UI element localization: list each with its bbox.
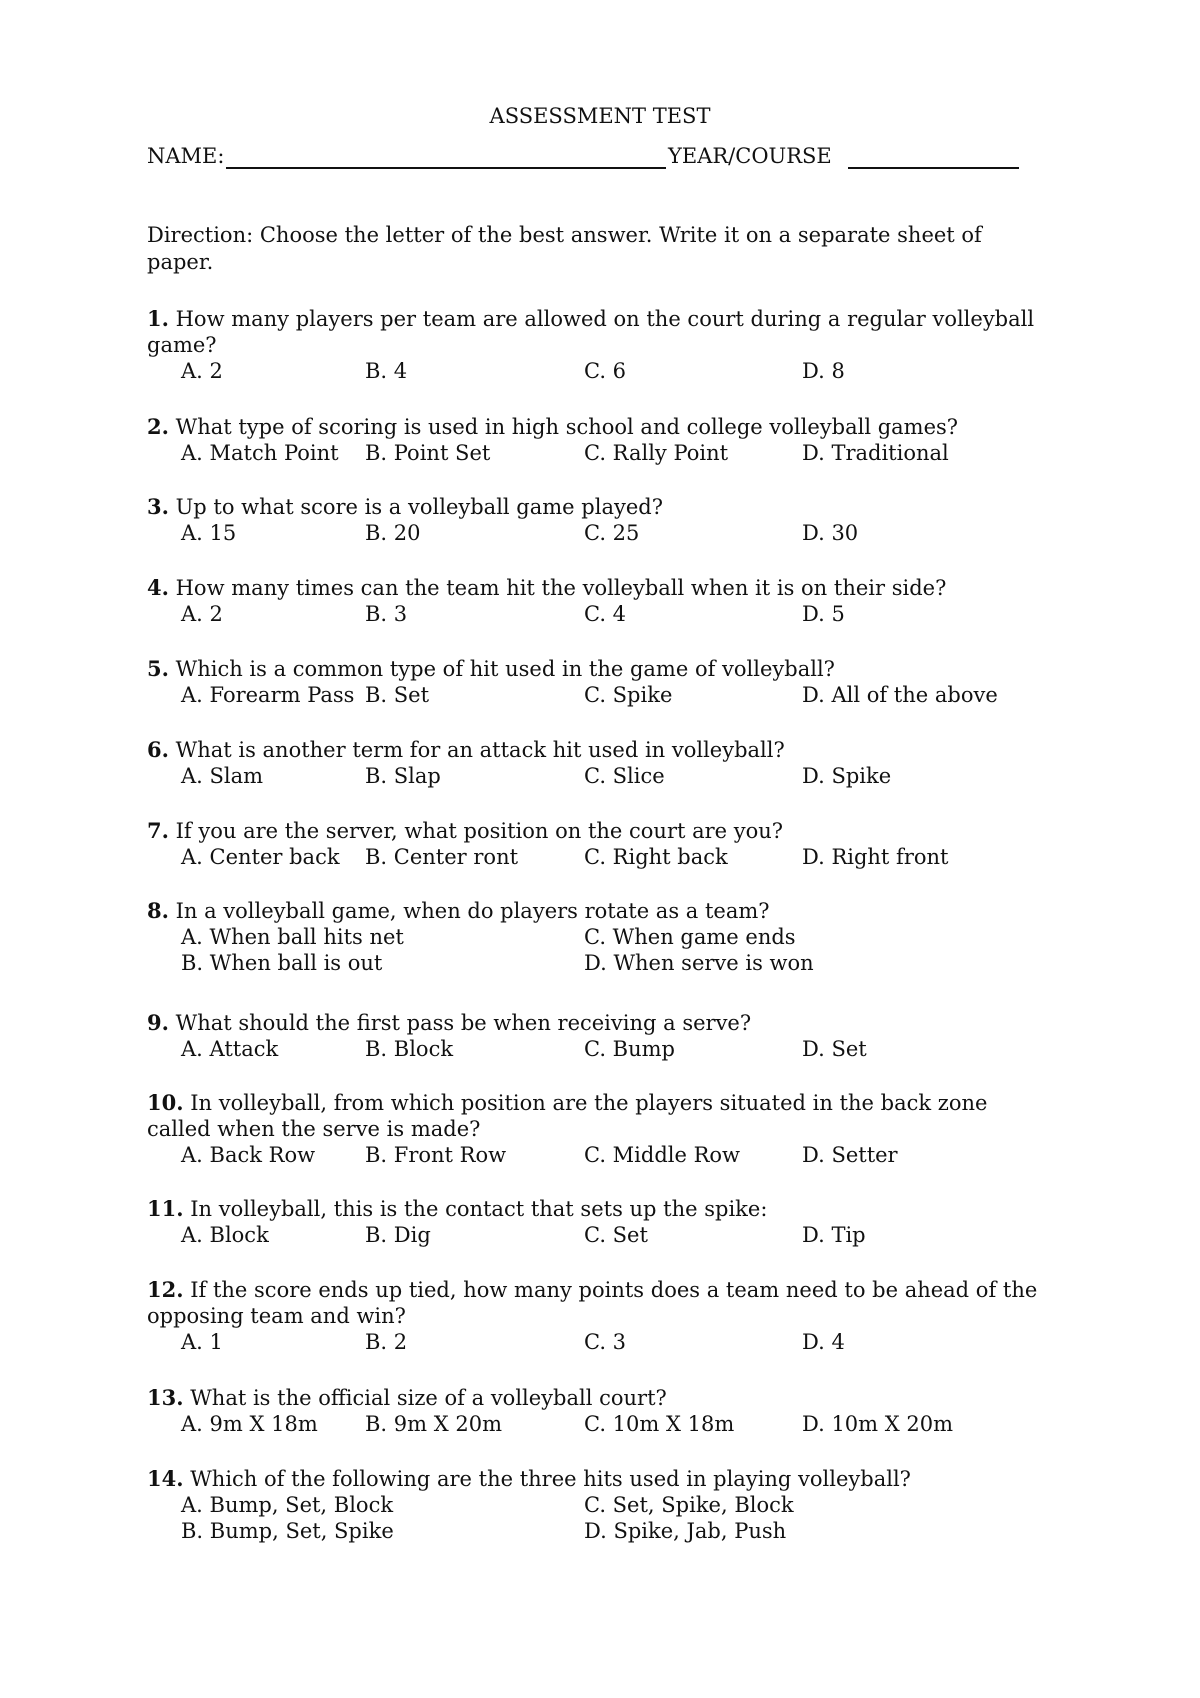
- answer-option[interactable]: B. Block: [365, 1037, 454, 1061]
- options-row: [147, 924, 1047, 950]
- answer-option[interactable]: C. 4: [584, 602, 627, 626]
- question-prompt: In volleyball, from which position are the players situated in the back zone called when the serve is made?: [147, 1091, 988, 1141]
- question-number: 13.: [147, 1385, 184, 1410]
- answer-option[interactable]: D. Tip: [802, 1223, 866, 1247]
- question-prompt: In volleyball, this is the contact that sets up the spike:: [183, 1197, 768, 1221]
- answer-option[interactable]: C. Set, Spike, Block: [584, 1493, 794, 1517]
- answer-option[interactable]: A. 9m X 18m: [181, 1412, 318, 1436]
- question-text: [147, 1010, 1047, 1036]
- course-blank[interactable]: [848, 167, 1019, 169]
- options-row: [147, 844, 1047, 870]
- answer-option[interactable]: B. 3: [365, 602, 408, 626]
- question-text: [147, 494, 1047, 520]
- question-item: [147, 1090, 1047, 1168]
- question-number: 6.: [147, 737, 169, 762]
- question-prompt: What is another term for an attack hit used in volleyball?: [168, 738, 785, 762]
- answer-option[interactable]: B. Dig: [365, 1223, 431, 1247]
- question-item: [147, 737, 1047, 789]
- options-row: [147, 520, 1047, 546]
- question-number: 1.: [147, 306, 169, 331]
- question-item: [147, 494, 1047, 546]
- answer-option[interactable]: C. When game ends: [584, 925, 796, 949]
- question-number: 3.: [147, 494, 169, 519]
- answer-option[interactable]: D. 5: [802, 602, 845, 626]
- question-text: [147, 1090, 1047, 1142]
- question-prompt: If the score ends up tied, how many points does a team need to be ahead of the opposing team and win?: [147, 1278, 1038, 1328]
- answer-option[interactable]: B. Front Row: [365, 1143, 507, 1167]
- answer-option[interactable]: D. All of the above: [802, 683, 998, 707]
- options-row: [147, 1329, 1047, 1355]
- answer-option[interactable]: D. Right front: [802, 845, 949, 869]
- question-text: [147, 737, 1047, 763]
- answer-option[interactable]: C. 25: [584, 521, 640, 545]
- question-item: [147, 1010, 1047, 1062]
- question-item: [147, 1385, 1047, 1437]
- question-text: [147, 818, 1047, 844]
- question-item: [147, 1277, 1047, 1355]
- answer-option[interactable]: A. 2: [181, 602, 223, 626]
- answer-option[interactable]: C. Middle Row: [584, 1143, 741, 1167]
- question-text: [147, 656, 1047, 682]
- question-number: 7.: [147, 818, 169, 843]
- answer-option[interactable]: D. Set: [802, 1037, 867, 1061]
- options-row: [147, 763, 1047, 789]
- question-prompt: If you are the server, what position on the court are you?: [168, 819, 784, 843]
- answer-option[interactable]: D. 30: [802, 521, 859, 545]
- question-number: 4.: [147, 575, 169, 600]
- answer-option[interactable]: B. Center ront: [365, 845, 519, 869]
- options-row: [147, 1036, 1047, 1062]
- name-label: NAME:: [147, 144, 225, 168]
- question-text: [147, 1466, 1047, 1492]
- question-prompt: Up to what score is a volleyball game played?: [168, 495, 663, 519]
- header-line: [147, 144, 1047, 174]
- question-item: [147, 575, 1047, 627]
- question-number: 14.: [147, 1466, 184, 1491]
- question-item: [147, 898, 1047, 976]
- answer-option[interactable]: B. 9m X 20m: [365, 1412, 502, 1436]
- question-prompt: Which is a common type of hit used in the game of volleyball?: [168, 657, 835, 681]
- answer-option[interactable]: D. Spike, Jab, Push: [584, 1519, 787, 1543]
- answer-option[interactable]: C. Right back: [584, 845, 728, 869]
- answer-option[interactable]: B. 20: [365, 521, 421, 545]
- answer-option[interactable]: B. 2: [365, 1330, 408, 1354]
- answer-option[interactable]: C. Spike: [584, 683, 673, 707]
- options-row: [147, 1492, 1047, 1518]
- answer-option[interactable]: D. Traditional: [802, 441, 949, 465]
- options-row: [147, 1411, 1047, 1437]
- answer-option[interactable]: A. 15: [181, 521, 237, 545]
- answer-option[interactable]: A. Slam: [181, 764, 264, 788]
- answer-option[interactable]: D. 4: [802, 1330, 845, 1354]
- options-row: [147, 1142, 1047, 1168]
- answer-option[interactable]: C. 10m X 18m: [584, 1412, 735, 1436]
- answer-option[interactable]: A. Back Row: [181, 1143, 316, 1167]
- options-row: [147, 950, 1047, 976]
- answer-option[interactable]: A. Attack: [181, 1037, 279, 1061]
- question-text: [147, 1277, 1047, 1329]
- question-prompt: What type of scoring is used in high school and college volleyball games?: [168, 415, 959, 439]
- answer-option[interactable]: C. 6: [584, 359, 627, 383]
- question-prompt: What is the official size of a volleyball court?: [183, 1386, 667, 1410]
- answer-option[interactable]: A. Bump, Set, Block: [181, 1493, 394, 1517]
- answer-option[interactable]: A. Match Point: [181, 441, 339, 465]
- course-label: YEAR/COURSE: [668, 144, 832, 168]
- answer-option[interactable]: A. When ball hits net: [181, 925, 404, 949]
- options-row: [147, 440, 1047, 466]
- options-row: [147, 601, 1047, 627]
- question-text: [147, 414, 1047, 440]
- answer-option[interactable]: C. Bump: [584, 1037, 675, 1061]
- answer-option[interactable]: A. Forearm Pass: [181, 683, 355, 707]
- answer-option[interactable]: B. Bump, Set, Spike: [181, 1519, 394, 1543]
- direction-text: Direction: Choose the letter of the best answer. Write it on a separate sheet of paper.: [147, 223, 982, 274]
- options-row: [147, 358, 1047, 384]
- question-text: [147, 898, 1047, 924]
- answer-option[interactable]: B. Set: [365, 683, 430, 707]
- question-item: [147, 818, 1047, 870]
- options-row: [147, 682, 1047, 708]
- answer-option[interactable]: B. 4: [365, 359, 408, 383]
- answer-option[interactable]: D. 10m X 20m: [802, 1412, 954, 1436]
- question-prompt: Which of the following are the three hits used in playing volleyball?: [183, 1467, 911, 1491]
- question-prompt: How many players per team are allowed on the court during a regular volleyball game?: [147, 307, 1035, 357]
- answer-option[interactable]: C. Slice: [584, 764, 665, 788]
- answer-option[interactable]: D. When serve is won: [584, 951, 814, 975]
- options-row: [147, 1222, 1047, 1248]
- answer-option[interactable]: A. 2: [181, 359, 223, 383]
- question-item: [147, 1466, 1047, 1544]
- answer-option[interactable]: A. Block: [181, 1223, 269, 1247]
- question-item: [147, 1196, 1047, 1248]
- answer-option[interactable]: A. Center back: [181, 845, 340, 869]
- question-item: [147, 306, 1047, 384]
- answer-option[interactable]: C. Set: [584, 1223, 648, 1247]
- question-number: 9.: [147, 1010, 169, 1035]
- question-number: 2.: [147, 414, 169, 439]
- answer-option[interactable]: B. Point Set: [365, 441, 491, 465]
- answer-option[interactable]: D. 8: [802, 359, 845, 383]
- options-row: [147, 1518, 1047, 1544]
- question-number: 10.: [147, 1090, 184, 1115]
- answer-option[interactable]: C. Rally Point: [584, 441, 729, 465]
- question-number: 11.: [147, 1196, 184, 1221]
- question-text: [147, 306, 1047, 358]
- question-text: [147, 575, 1047, 601]
- answer-option[interactable]: C. 3: [584, 1330, 627, 1354]
- question-number: 12.: [147, 1277, 184, 1302]
- question-prompt: What should the first pass be when receiving a serve?: [168, 1011, 752, 1035]
- page-title: ASSESSMENT TEST: [489, 104, 711, 128]
- question-number: 8.: [147, 898, 169, 923]
- answer-option[interactable]: B. When ball is out: [181, 951, 383, 975]
- answer-option[interactable]: D. Setter: [802, 1143, 898, 1167]
- name-blank[interactable]: [226, 167, 666, 169]
- question-number: 5.: [147, 656, 169, 681]
- question-text: [147, 1385, 1047, 1411]
- answer-option[interactable]: A. 1: [181, 1330, 223, 1354]
- question-prompt: How many times can the team hit the volleyball when it is on their side?: [168, 576, 947, 600]
- question-item: [147, 414, 1047, 466]
- question-prompt: In a volleyball game, when do players rotate as a team?: [168, 899, 770, 923]
- answer-option[interactable]: D. Spike: [802, 764, 892, 788]
- question-text: [147, 1196, 1047, 1222]
- question-item: [147, 656, 1047, 708]
- answer-option[interactable]: B. Slap: [365, 764, 441, 788]
